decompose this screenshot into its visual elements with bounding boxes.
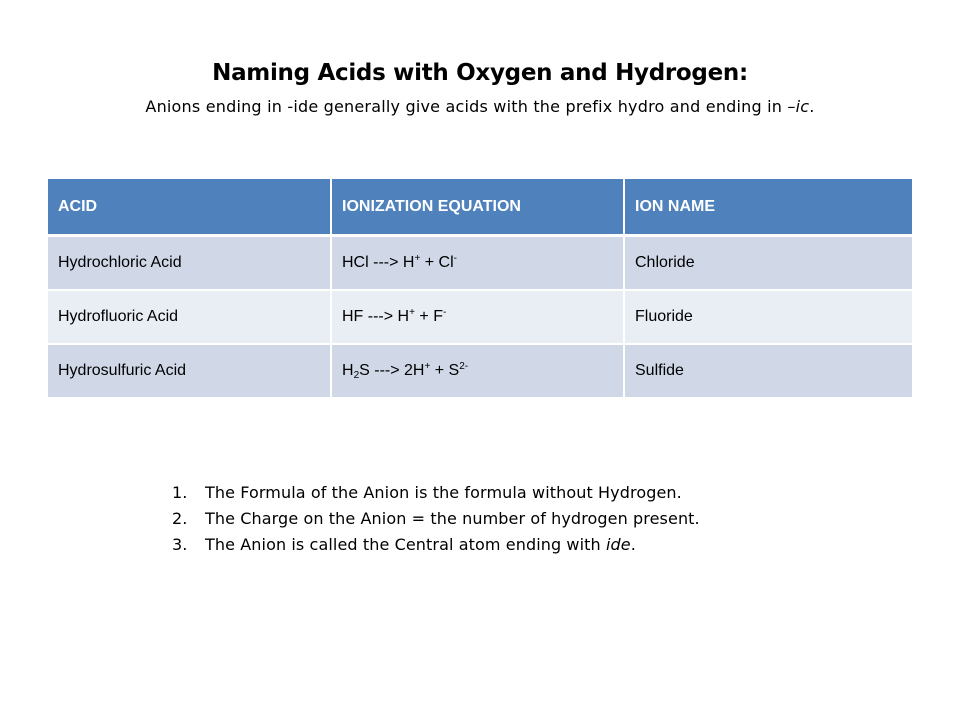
list-item	[172, 532, 700, 558]
equation-text: HF ---> H	[342, 308, 410, 325]
list-text: The Anion is called the Central atom ending with	[205, 535, 606, 554]
subtitle-text: Anions ending in -ide generally give acids with the prefix hydro and ending in	[145, 97, 788, 116]
list-number: 1.	[172, 483, 188, 502]
equation-text: + Cl	[420, 254, 454, 271]
equation-text: S ---> 2H	[359, 362, 425, 379]
acid-cell: Hydrofluoric Acid	[48, 290, 331, 344]
equation-cell	[331, 344, 624, 398]
equation-cell	[331, 290, 624, 344]
charge-superscript: 2-	[459, 361, 469, 372]
list-text: The Formula of the Anion is the formula without Hydrogen.	[205, 483, 682, 502]
charge-superscript: -	[453, 253, 457, 264]
subtitle-italic: –ic	[787, 97, 810, 116]
rules-list	[172, 480, 700, 558]
page-subtitle	[0, 97, 960, 116]
ion-name-cell: Fluoride	[624, 290, 912, 344]
ion-name-cell: Sulfide	[624, 344, 912, 398]
list-item	[172, 480, 700, 506]
charge-superscript: +	[414, 253, 421, 264]
charge-superscript: -	[442, 307, 447, 318]
list-suffix: .	[630, 535, 636, 554]
equation-text: H	[342, 362, 354, 379]
list-number: 3.	[172, 535, 188, 554]
list-italic: ide	[605, 535, 631, 554]
list-number: 2.	[172, 509, 188, 528]
ion-name-cell: Chloride	[624, 236, 912, 291]
equation-text: + F	[414, 308, 443, 325]
table-header-row	[48, 179, 912, 236]
equation-text: HCl ---> H	[342, 254, 415, 271]
header-ionization-equation: IONIZATION EQUATION	[331, 179, 624, 236]
page-title: Naming Acids with Oxygen and Hydrogen:	[212, 60, 748, 86]
count-subscript: 2	[353, 370, 360, 381]
table-row	[48, 344, 912, 398]
equation-cell	[331, 236, 624, 291]
list-text: The Charge on the Anion = the number of hydrogen present.	[205, 509, 700, 528]
acid-cell: Hydrosulfuric Acid	[48, 344, 331, 398]
table-row	[48, 236, 912, 291]
header-acid: ACID	[48, 179, 331, 236]
charge-superscript: +	[409, 307, 415, 318]
acids-table	[48, 179, 912, 399]
acid-cell: Hydrochloric Acid	[48, 236, 331, 291]
header-ion-name: ION NAME	[624, 179, 912, 236]
subtitle-suffix: .	[809, 97, 815, 116]
list-item	[172, 506, 700, 532]
table-row	[48, 290, 912, 344]
charge-superscript: +	[424, 361, 431, 372]
equation-text: + S	[430, 362, 460, 379]
